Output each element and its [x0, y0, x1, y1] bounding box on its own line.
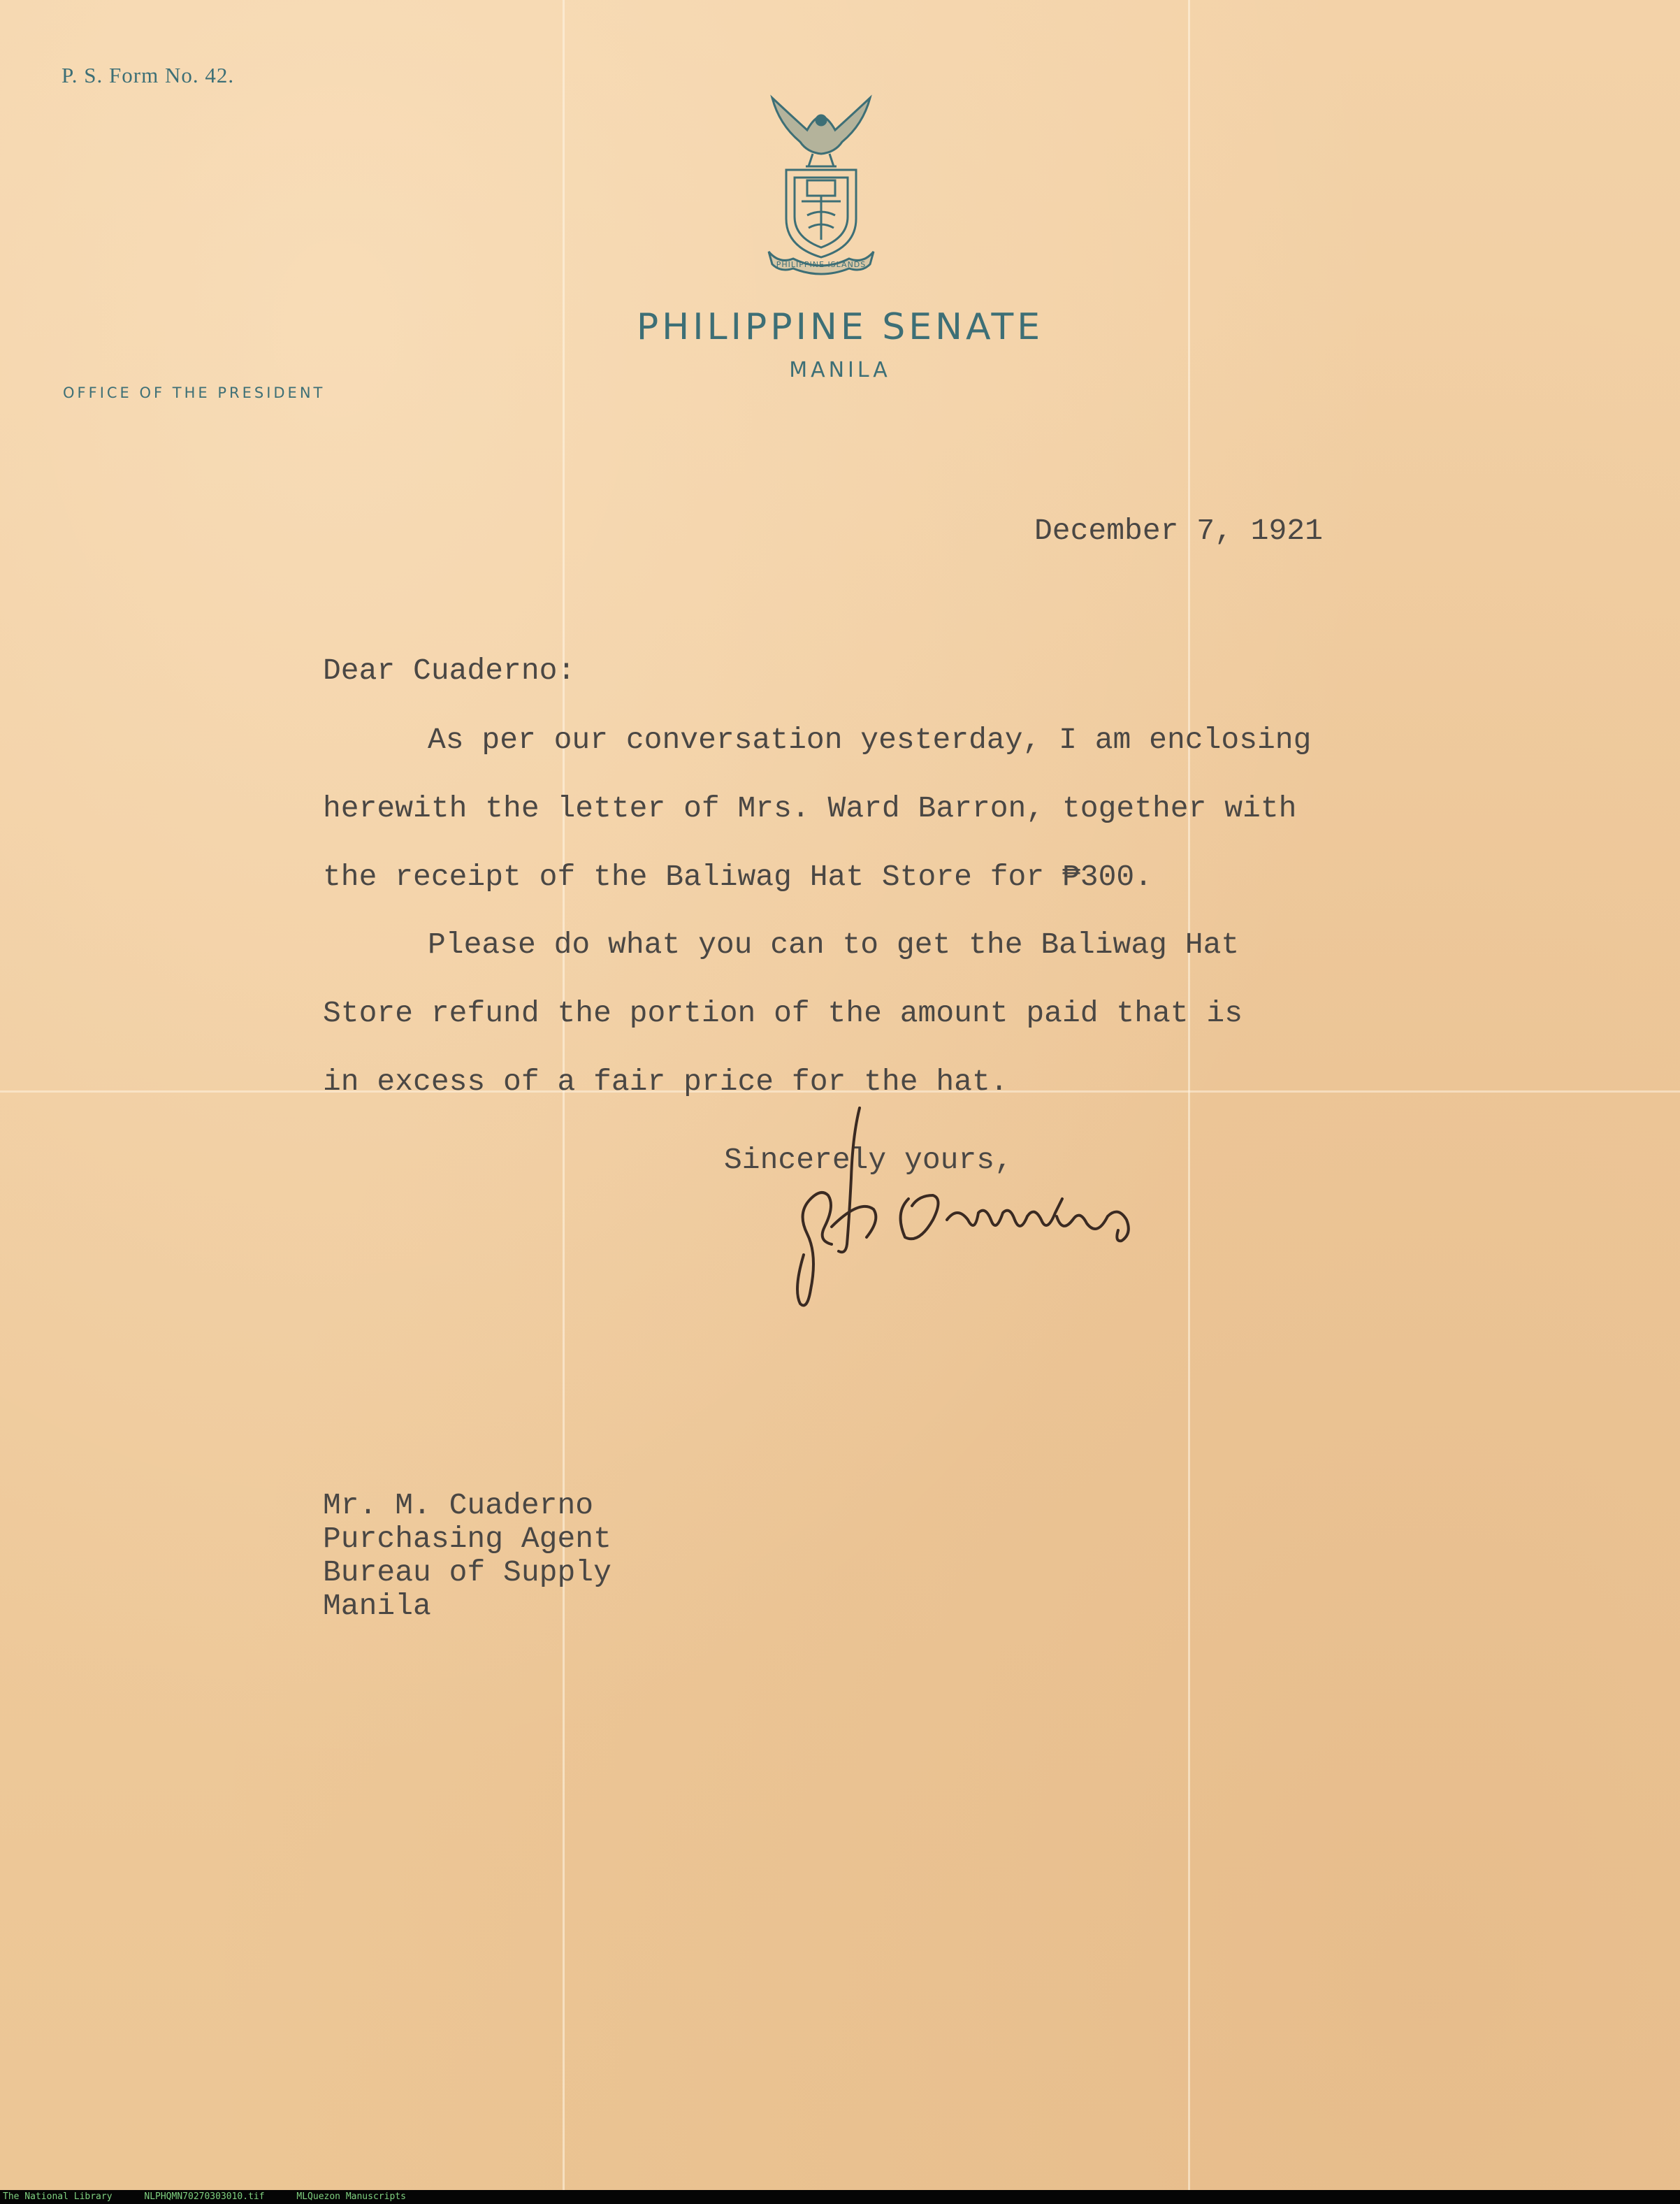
address-line: Mr. M. Cuaderno — [323, 1488, 594, 1522]
address-line: Bureau of Supply — [323, 1555, 611, 1590]
footer-library: The National Library — [3, 2191, 113, 2202]
body-paragraph-2 — [323, 911, 1469, 1116]
organization-name: PHILIPPINE SENATE — [636, 306, 1044, 348]
body-line: Store refund the portion of the amount paid that is — [323, 996, 1243, 1030]
address-line: Purchasing Agent — [323, 1522, 611, 1556]
body-line: the receipt of the Baliwag Hat Store for ₱300. — [323, 860, 1152, 894]
body-line: As per our conversation yesterday, I am enclosing — [428, 723, 1312, 757]
address-line: Manila — [323, 1589, 431, 1623]
body-line: herewith the letter of Mrs. Ward Barron, together with — [323, 791, 1297, 826]
office-label: OFFICE OF THE PRESIDENT — [63, 384, 326, 401]
senate-seal-icon — [758, 89, 884, 278]
footer-collection: MLQuezon Manuscripts — [296, 2191, 406, 2202]
scan-footer — [0, 2190, 1680, 2204]
salutation: Dear Cuaderno: — [323, 654, 576, 688]
letter-date: December 7, 1921 — [1034, 514, 1323, 548]
letterhead-city: MANILA — [789, 358, 891, 382]
closing: Sincerely yours, — [724, 1143, 1013, 1177]
body-paragraph-1 — [323, 706, 1469, 912]
body-line: Please do what you can to get the Baliwag Hat — [428, 928, 1240, 962]
recipient-address — [323, 1489, 611, 1623]
seal-ribbon-text: PHILIPPINE ISLANDS — [776, 260, 867, 269]
body-line: in excess of a fair price for the hat. — [323, 1065, 1008, 1099]
footer-filename: NLPHQMN70270303010.tif — [144, 2191, 265, 2202]
form-number: P. S. Form No. 42. — [61, 63, 235, 87]
handwritten-signature — [769, 1094, 1160, 1318]
